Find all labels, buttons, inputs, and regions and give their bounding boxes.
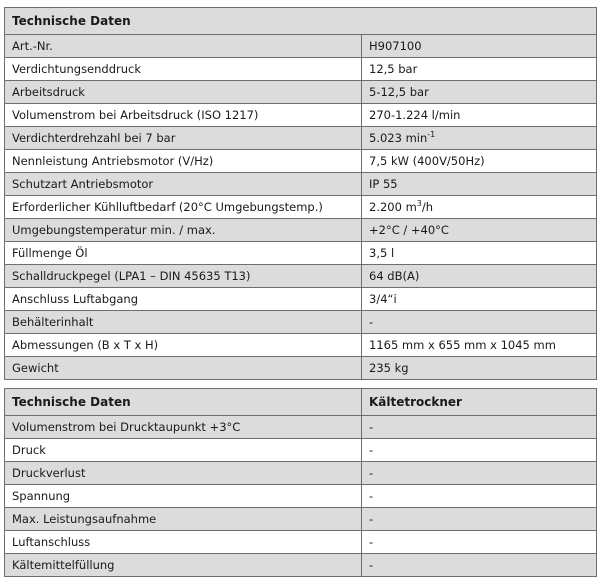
spec-value: 235 kg: [362, 357, 597, 380]
spec-value: 12,5 bar: [362, 58, 597, 81]
table-row: [5, 265, 597, 288]
spec-value-text: 5.023 min: [369, 131, 428, 145]
table-row: [5, 462, 597, 485]
table-row: [5, 357, 597, 380]
spec-value: H907100: [362, 35, 597, 58]
spec-label: Arbeitsdruck: [5, 81, 362, 104]
table-row: [5, 150, 597, 173]
spec-value: -: [362, 485, 597, 508]
spec-label: Anschluss Luftabgang: [5, 288, 362, 311]
spec-value: 1165 mm x 655 mm x 1045 mm: [362, 334, 597, 357]
spec-label: Abmessungen (B x T x H): [5, 334, 362, 357]
spec-label: Nennleistung Antriebsmotor (V/Hz): [5, 150, 362, 173]
table-heading-row: [5, 389, 597, 416]
dryer-data-table: [4, 388, 597, 577]
table-row: [5, 81, 597, 104]
spec-label: Verdichtungsenddruck: [5, 58, 362, 81]
table-heading: Technische Daten: [5, 389, 362, 416]
spec-label: Schutzart Antriebsmotor: [5, 173, 362, 196]
spec-value-superscript: -1: [427, 130, 436, 140]
spec-label: Art.-Nr.: [5, 35, 362, 58]
table-row: [5, 242, 597, 265]
spec-value: 64 dB(A): [362, 265, 597, 288]
spec-value: -: [362, 439, 597, 462]
table-row: [5, 35, 597, 58]
spec-value: [362, 196, 597, 219]
spec-label: Luftanschluss: [5, 531, 362, 554]
table-row: [5, 334, 597, 357]
spec-value: [362, 127, 597, 150]
table-row: [5, 508, 597, 531]
spec-value: -: [362, 508, 597, 531]
spec-value: 7,5 kW (400V/50Hz): [362, 150, 597, 173]
spec-value: IP 55: [362, 173, 597, 196]
spec-label: Kältemittelfüllung: [5, 554, 362, 577]
table-row: [5, 288, 597, 311]
table-row: [5, 485, 597, 508]
spec-value: -: [362, 311, 597, 334]
spec-value: 270-1.224 l/min: [362, 104, 597, 127]
spec-value: 3,5 l: [362, 242, 597, 265]
table-row: [5, 554, 597, 577]
spec-value: 5-12,5 bar: [362, 81, 597, 104]
spec-label: Volumenstrom bei Arbeitsdruck (ISO 1217): [5, 104, 362, 127]
spec-label: Max. Leistungsaufnahme: [5, 508, 362, 531]
table-row: [5, 311, 597, 334]
spec-value-suffix: /h: [421, 200, 434, 214]
table-heading-row: [5, 8, 597, 35]
spec-value: +2°C / +40°C: [362, 219, 597, 242]
spec-value: -: [362, 554, 597, 577]
table-row: [5, 416, 597, 439]
spec-value: -: [362, 462, 597, 485]
spec-label: Verdichterdrehzahl bei 7 bar: [5, 127, 362, 150]
technical-data-table: [4, 7, 597, 380]
table-heading-value: Kältetrockner: [362, 389, 597, 416]
spec-label: Spannung: [5, 485, 362, 508]
spec-value: -: [362, 416, 597, 439]
spec-label: Behälterinhalt: [5, 311, 362, 334]
spec-value: -: [362, 531, 597, 554]
spec-label: Erforderlicher Kühlluftbedarf (20°C Umgebungstemp.): [5, 196, 362, 219]
spec-label: Druck: [5, 439, 362, 462]
spec-value: 3/4“i: [362, 288, 597, 311]
table-row: [5, 127, 597, 150]
spec-label: Schalldruckpegel (LPA1 – DIN 45635 T13): [5, 265, 362, 288]
spec-value-superscript: 3: [416, 199, 422, 209]
spec-label: Druckverlust: [5, 462, 362, 485]
table-row: [5, 173, 597, 196]
spec-label: Volumenstrom bei Drucktaupunkt +3°C: [5, 416, 362, 439]
spec-label: Umgebungstemperatur min. / max.: [5, 219, 362, 242]
spec-label: Gewicht: [5, 357, 362, 380]
table-row: [5, 531, 597, 554]
table-heading: Technische Daten: [5, 8, 597, 35]
table-row: [5, 439, 597, 462]
table-row: [5, 104, 597, 127]
table-row: [5, 196, 597, 219]
spec-label: Füllmenge Öl: [5, 242, 362, 265]
table-row: [5, 219, 597, 242]
spec-value-text: 2.200 m: [369, 200, 417, 214]
table-row: [5, 58, 597, 81]
